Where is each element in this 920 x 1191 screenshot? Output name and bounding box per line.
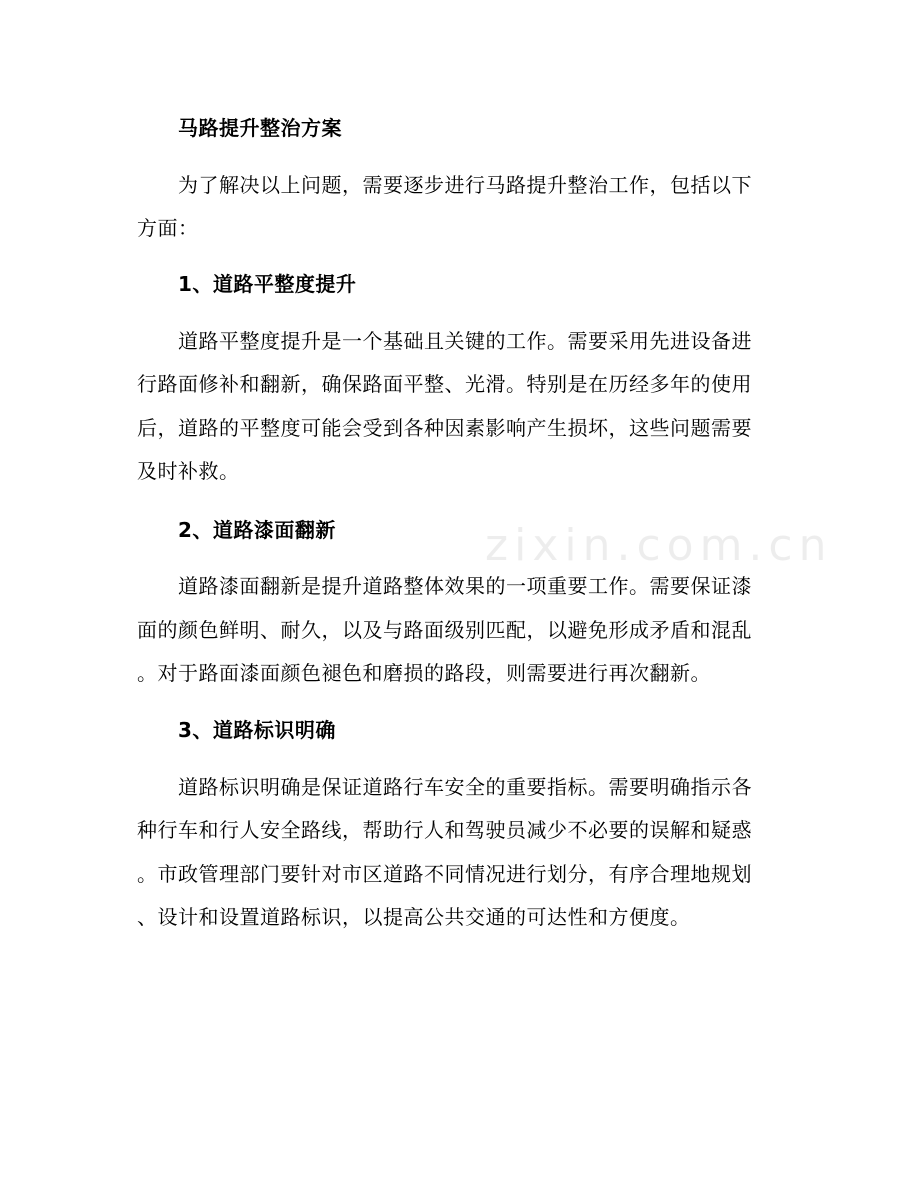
section-1-heading: 1、道路平整度提升 [178,272,357,296]
document-title: 马路提升整治方案 [178,116,342,140]
section-3-line-4: 、设计和设置道路标识，以提高公共交通的可达性和方便度。 [137,905,691,929]
intro-line-2: 方面： [137,216,199,240]
section-3-line-2: 种行车和行人安全路线，帮助行人和驾驶员减少不必要的误解和疑惑 [137,818,752,842]
section-2-line-2: 面的颜色鲜明、耐久，以及与路面级别匹配，以避免形成矛盾和混乱 [137,618,752,642]
section-2-heading: 2、道路漆面翻新 [178,518,336,542]
section-2-line-3: 。对于路面漆面颜色褪色和磨损的路段，则需要进行再次翻新。 [137,661,711,685]
section-3-line-3: 。市政管理部门要针对市区道路不同情况进行划分，有序合理地规划 [137,862,752,886]
section-1-line-1: 道路平整度提升是一个基础且关键的工作。需要采用先进设备进 [178,329,752,353]
section-1-line-3: 后，道路的平整度可能会受到各种因素影响产生损坏，这些问题需要 [137,416,752,440]
section-3-heading: 3、道路标识明确 [178,718,336,742]
section-3-line-1: 道路标识明确是保证道路行车安全的重要指标。需要明确指示各 [178,775,752,799]
section-1-line-4: 及时补救。 [137,459,240,483]
watermark: zixin.com.cn [485,520,833,571]
intro-line-1: 为了解决以上问题，需要逐步进行马路提升整治工作，包括以下 [178,173,752,197]
section-2-line-1: 道路漆面翻新是提升道路整体效果的一项重要工作。需要保证漆 [178,574,752,598]
section-1-line-2: 行路面修补和翻新，确保路面平整、光滑。特别是在历经多年的使用 [137,372,752,396]
